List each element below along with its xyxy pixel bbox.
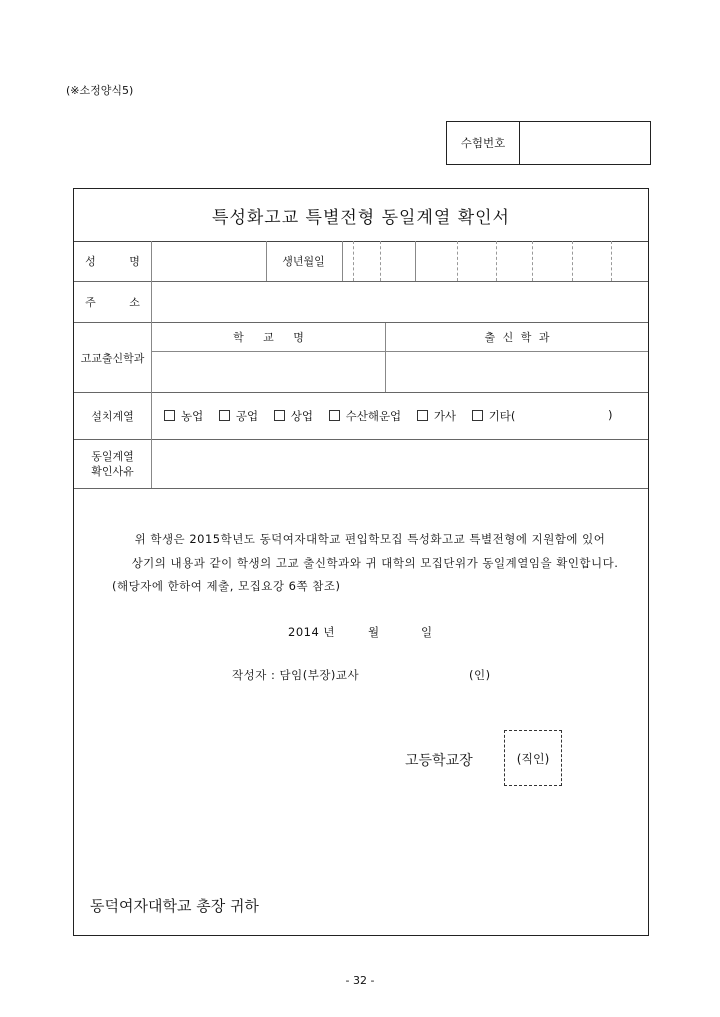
- date-year: 2014 년: [288, 625, 336, 639]
- digit-separator: [532, 241, 533, 281]
- checkbox-icon[interactable]: [274, 410, 285, 421]
- digit-separator: [380, 241, 381, 281]
- official-seal-label: (직인): [516, 751, 550, 766]
- school-dept-label: 고교출신학과: [80, 351, 145, 365]
- checkbox-icon[interactable]: [164, 410, 175, 421]
- category-option-home-economics[interactable]: 가사: [417, 409, 456, 423]
- exam-number-field[interactable]: [520, 122, 650, 164]
- address-field[interactable]: [152, 282, 648, 322]
- category-label: 설치계열: [91, 410, 134, 423]
- checkbox-icon[interactable]: [329, 410, 340, 421]
- exam-number-box: [446, 121, 651, 165]
- reason-label: 동일계열 확인사유: [91, 450, 134, 478]
- category-option-agriculture[interactable]: 농업: [164, 409, 203, 423]
- date-month: 월: [368, 625, 380, 639]
- category-options: [164, 408, 515, 424]
- digit-separator: [496, 241, 497, 281]
- category-option-other[interactable]: 기타(: [472, 409, 516, 423]
- checkbox-icon[interactable]: [417, 410, 428, 421]
- digit-separator: [611, 241, 612, 281]
- checkbox-icon[interactable]: [472, 410, 483, 421]
- category-option-industry[interactable]: 공업: [219, 409, 258, 423]
- statement-line-2: 상기의 내용과 같이 학생의 고교 출신학과와 귀 대학의 모집단위가 동일계열임을 확인합니다.: [131, 556, 619, 570]
- department-field[interactable]: [386, 352, 648, 392]
- address-label: 주 소: [85, 296, 140, 309]
- form-title: 특성화고교 특별전형 동일계열 확인서: [74, 189, 648, 242]
- name-field[interactable]: [152, 241, 265, 281]
- statement-line-1: 위 학생은 2015학년도 동덕여자대학교 편입학모집 특성화고교 특별전형에 지원함에 있어: [134, 532, 606, 546]
- department-header: 출 신 학 과: [484, 331, 550, 344]
- divider: [74, 488, 648, 489]
- page-number: - 32 -: [345, 974, 375, 987]
- category-option-fisheries[interactable]: 수산해운업: [329, 409, 402, 423]
- school-name-header: 학 교 명: [233, 331, 304, 344]
- birth-date-label: 생년월일: [282, 255, 325, 268]
- date-day: 일: [421, 625, 433, 639]
- digit-separator: [572, 241, 573, 281]
- digit-separator: [457, 241, 458, 281]
- principal-label: 고등학교장: [405, 753, 473, 769]
- exam-number-label: 수험번호: [447, 122, 520, 164]
- confirmation-form: [73, 188, 649, 936]
- writer-label: 작성자 : 담임(부장)교사: [232, 668, 360, 682]
- category-option-commerce[interactable]: 상업: [274, 409, 313, 423]
- checkbox-icon[interactable]: [219, 410, 230, 421]
- divider: [74, 392, 648, 393]
- divider: [415, 241, 416, 281]
- school-name-field[interactable]: [152, 352, 385, 392]
- digit-separator: [353, 241, 354, 281]
- statement-note: (해당자에 한하여 제출, 모집요강 6쪽 참조): [112, 579, 341, 593]
- official-seal-box: [504, 730, 562, 786]
- writer-seal: (인): [469, 668, 491, 682]
- category-other-close: ): [608, 408, 613, 422]
- form-number-tag: (※소정양식5): [66, 84, 134, 97]
- addressee: 동덕여자대학교 총장 귀하: [90, 897, 259, 915]
- name-label: 성 명: [85, 255, 140, 268]
- reason-field[interactable]: [152, 440, 648, 488]
